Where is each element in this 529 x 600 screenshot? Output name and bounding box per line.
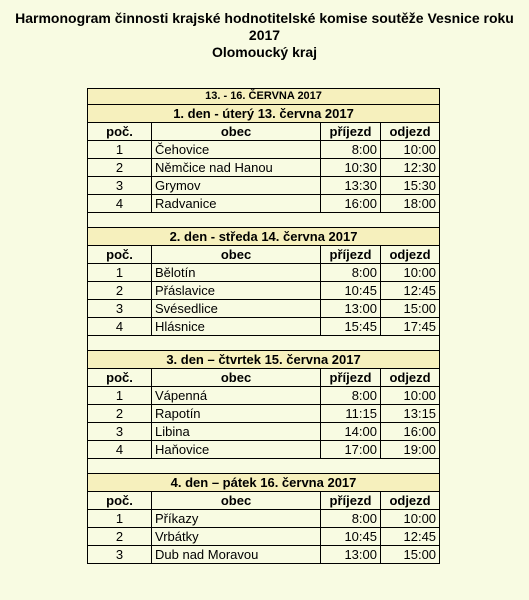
cell-num: 3 (88, 300, 152, 318)
cell-depart: 10:00 (381, 141, 440, 159)
col-header-num: poč. (88, 246, 152, 264)
table-row (88, 510, 440, 528)
cell-arrive: 10:45 (321, 528, 381, 546)
spacer-row (88, 459, 440, 474)
cell-obec: Svésedlice (152, 300, 321, 318)
document-title: Harmonogram činnosti krajské hodnotitelské komise soutěže Vesnice roku (15, 10, 514, 26)
cell-depart: 15:00 (381, 546, 440, 564)
col-header-obec: obec (152, 369, 321, 387)
col-header-arrive: příjezd (321, 123, 381, 141)
table-row (88, 195, 440, 213)
day-title: 4. den – pátek 16. června 2017 (88, 474, 440, 492)
cell-num: 2 (88, 282, 152, 300)
cell-obec: Grymov (152, 177, 321, 195)
cell-arrive: 17:00 (321, 441, 381, 459)
cell-obec: Rapotín (152, 405, 321, 423)
col-header-depart: odjezd (381, 123, 440, 141)
cell-depart: 18:00 (381, 195, 440, 213)
table-row (88, 300, 440, 318)
cell-depart: 10:00 (381, 510, 440, 528)
table-row (88, 387, 440, 405)
cell-arrive: 8:00 (321, 387, 381, 405)
cell-arrive: 10:30 (321, 159, 381, 177)
cell-arrive: 13:00 (321, 546, 381, 564)
spacer-cell (88, 213, 440, 228)
cell-obec: Radvanice (152, 195, 321, 213)
cell-arrive: 10:45 (321, 282, 381, 300)
table-row (88, 264, 440, 282)
col-header-arrive: příjezd (321, 492, 381, 510)
column-header-row (88, 369, 440, 387)
column-header-row (88, 123, 440, 141)
cell-obec: Němčice nad Hanou (152, 159, 321, 177)
col-header-obec: obec (152, 246, 321, 264)
document-year: 2017 (248, 27, 281, 43)
col-header-arrive: příjezd (321, 246, 381, 264)
spacer-row (88, 213, 440, 228)
cell-depart: 12:30 (381, 159, 440, 177)
cell-obec: Vrbátky (152, 528, 321, 546)
spacer-row (88, 336, 440, 351)
cell-arrive: 16:00 (321, 195, 381, 213)
cell-arrive: 15:45 (321, 318, 381, 336)
table-row (88, 318, 440, 336)
day-title-row (88, 351, 440, 369)
cell-obec: Dub nad Moravou (152, 546, 321, 564)
document-header (0, 0, 529, 61)
column-header-row (88, 246, 440, 264)
cell-depart: 10:00 (381, 387, 440, 405)
table-row (88, 282, 440, 300)
day-title: 1. den - úterý 13. června 2017 (88, 105, 440, 123)
schedule-date-range: 13. - 16. ČERVNA 2017 (88, 89, 440, 105)
cell-arrive: 8:00 (321, 510, 381, 528)
day-title-row (88, 228, 440, 246)
cell-arrive: 14:00 (321, 423, 381, 441)
cell-depart: 12:45 (381, 282, 440, 300)
cell-arrive: 13:30 (321, 177, 381, 195)
cell-num: 2 (88, 405, 152, 423)
spacer-cell (88, 336, 440, 351)
cell-num: 1 (88, 387, 152, 405)
day-title: 2. den - středa 14. června 2017 (88, 228, 440, 246)
cell-obec: Čehovice (152, 141, 321, 159)
spacer-cell (88, 459, 440, 474)
table-row (88, 423, 440, 441)
col-header-obec: obec (152, 123, 321, 141)
schedule-table (87, 88, 440, 564)
cell-num: 4 (88, 195, 152, 213)
table-row (88, 528, 440, 546)
cell-obec: Bělotín (152, 264, 321, 282)
col-header-arrive: příjezd (321, 369, 381, 387)
col-header-num: poč. (88, 492, 152, 510)
table-row (88, 441, 440, 459)
column-header-row (88, 492, 440, 510)
col-header-depart: odjezd (381, 492, 440, 510)
day-title: 3. den – čtvrtek 15. června 2017 (88, 351, 440, 369)
table-row (88, 546, 440, 564)
table-row (88, 141, 440, 159)
cell-depart: 15:00 (381, 300, 440, 318)
cell-depart: 10:00 (381, 264, 440, 282)
document-region: Olomoucký kraj (211, 44, 318, 60)
cell-depart: 15:30 (381, 177, 440, 195)
cell-obec: Hlásnice (152, 318, 321, 336)
cell-num: 1 (88, 141, 152, 159)
table-row (88, 405, 440, 423)
cell-depart: 12:45 (381, 528, 440, 546)
cell-num: 3 (88, 546, 152, 564)
col-header-obec: obec (152, 492, 321, 510)
cell-num: 2 (88, 159, 152, 177)
cell-arrive: 11:15 (321, 405, 381, 423)
table-row (88, 159, 440, 177)
cell-depart: 17:45 (381, 318, 440, 336)
col-header-num: poč. (88, 369, 152, 387)
cell-num: 4 (88, 318, 152, 336)
cell-arrive: 8:00 (321, 264, 381, 282)
cell-num: 4 (88, 441, 152, 459)
cell-depart: 13:15 (381, 405, 440, 423)
day-title-row (88, 105, 440, 123)
col-header-num: poč. (88, 123, 152, 141)
cell-num: 2 (88, 528, 152, 546)
col-header-depart: odjezd (381, 369, 440, 387)
cell-obec: Příkazy (152, 510, 321, 528)
day-title-row (88, 474, 440, 492)
col-header-depart: odjezd (381, 246, 440, 264)
cell-obec: Libina (152, 423, 321, 441)
cell-num: 1 (88, 510, 152, 528)
cell-num: 3 (88, 423, 152, 441)
cell-depart: 16:00 (381, 423, 440, 441)
schedule-body (88, 89, 440, 564)
cell-obec: Haňovice (152, 441, 321, 459)
cell-num: 3 (88, 177, 152, 195)
cell-obec: Vápenná (152, 387, 321, 405)
cell-depart: 19:00 (381, 441, 440, 459)
table-row (88, 177, 440, 195)
cell-arrive: 8:00 (321, 141, 381, 159)
cell-num: 1 (88, 264, 152, 282)
cell-obec: Přáslavice (152, 282, 321, 300)
top-title-row (88, 89, 440, 105)
cell-arrive: 13:00 (321, 300, 381, 318)
